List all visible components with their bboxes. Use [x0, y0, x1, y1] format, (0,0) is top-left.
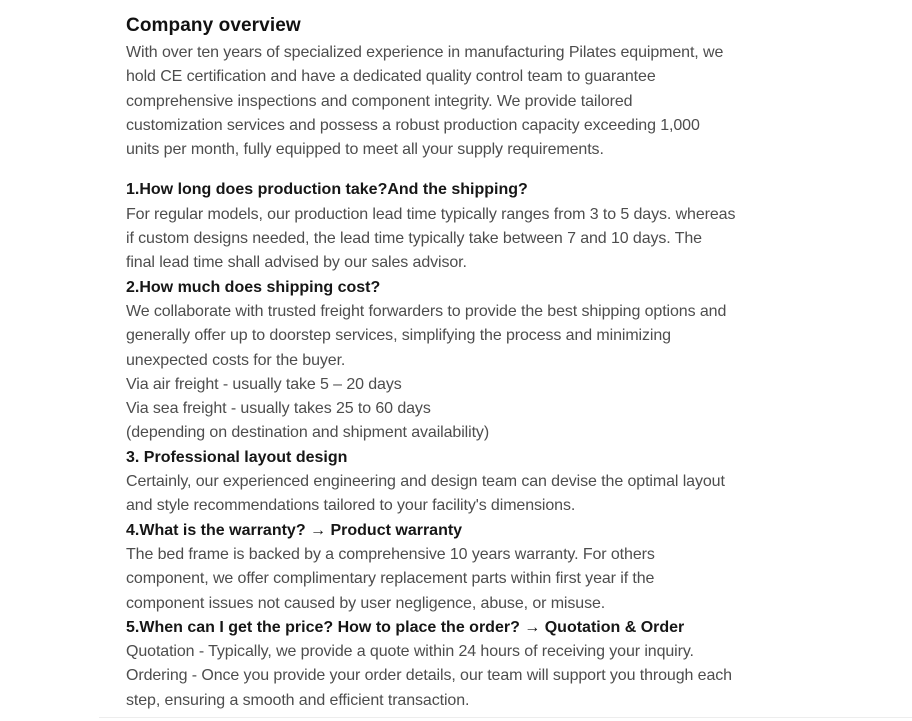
faq-question: 2.How much does shipping cost? [126, 278, 381, 296]
faq-answer-line: final lead time shall advised by our sales advisor. [126, 254, 467, 272]
overview-line: customization services and possess a robust production capacity exceeding 1,000 [126, 116, 700, 134]
overview-line: comprehensive inspections and component integrity. We provide tailored [126, 92, 633, 110]
faq-question: 5.When can I get the price? How to place the order? → Quotation & Order [126, 618, 685, 636]
faq-answer-line: Quotation - Typically, we provide a quote within 24 hours of receiving your inquiry. [126, 643, 694, 661]
company-overview-section [126, 14, 886, 713]
faq-question: 3. Professional layout design [126, 448, 348, 466]
faq-answer-line: and style recommendations tailored to your facility's dimensions. [126, 497, 576, 515]
faq-question: 4.What is the warranty? → Product warranty [126, 521, 463, 539]
faq-answer-line: (depending on destination and shipment availability) [126, 424, 490, 442]
faq-answer-line: Via sea freight - usually takes 25 to 60 days [126, 400, 431, 418]
faq-answer-line: generally offer up to doorstep services, simplifying the process and minimizing [126, 327, 671, 345]
overview-line: With over ten years of specialized experience in manufacturing Pilates equipment, we [126, 44, 724, 61]
faq-answer-line: Ordering - Once you provide your order details, our team will support you through each [126, 667, 732, 685]
faq-answer-line: if custom designs needed, the lead time typically take between 7 and 10 days. The [126, 230, 702, 248]
faq-block [126, 178, 886, 713]
faq-answer-line: component, we offer complimentary replacement parts within first year if the [126, 570, 655, 588]
faq-answer-line: Via air freight - usually take 5 – 20 days [126, 375, 402, 393]
faq-answer-line: We collaborate with trusted freight forwarders to provide the best shipping options and [126, 302, 727, 320]
overview-paragraph [126, 41, 886, 162]
faq-answer-line: step, ensuring a smooth and efficient transaction. [126, 691, 470, 709]
faq-question: 1.How long does production take?And the shipping? [126, 181, 528, 199]
overview-line: units per month, fully equipped to meet all your supply requirements. [126, 141, 604, 159]
faq-answer-line: component issues not caused by user negligence, abuse, or misuse. [126, 594, 606, 612]
overview-line: hold CE certification and have a dedicated quality control team to guarantee [126, 68, 656, 86]
faq-answer-line: Certainly, our experienced engineering and design team can devise the optimal layout [126, 473, 725, 491]
bottom-divider [99, 717, 912, 718]
faq-answer-line: For regular models, our production lead time typically ranges from 3 to 5 days. whereas [126, 205, 736, 223]
faq-answer-line: unexpected costs for the buyer. [126, 351, 346, 369]
faq-answer-line: The bed frame is backed by a comprehensive 10 years warranty. For others [126, 545, 655, 563]
section-title: Company overview [126, 15, 301, 36]
